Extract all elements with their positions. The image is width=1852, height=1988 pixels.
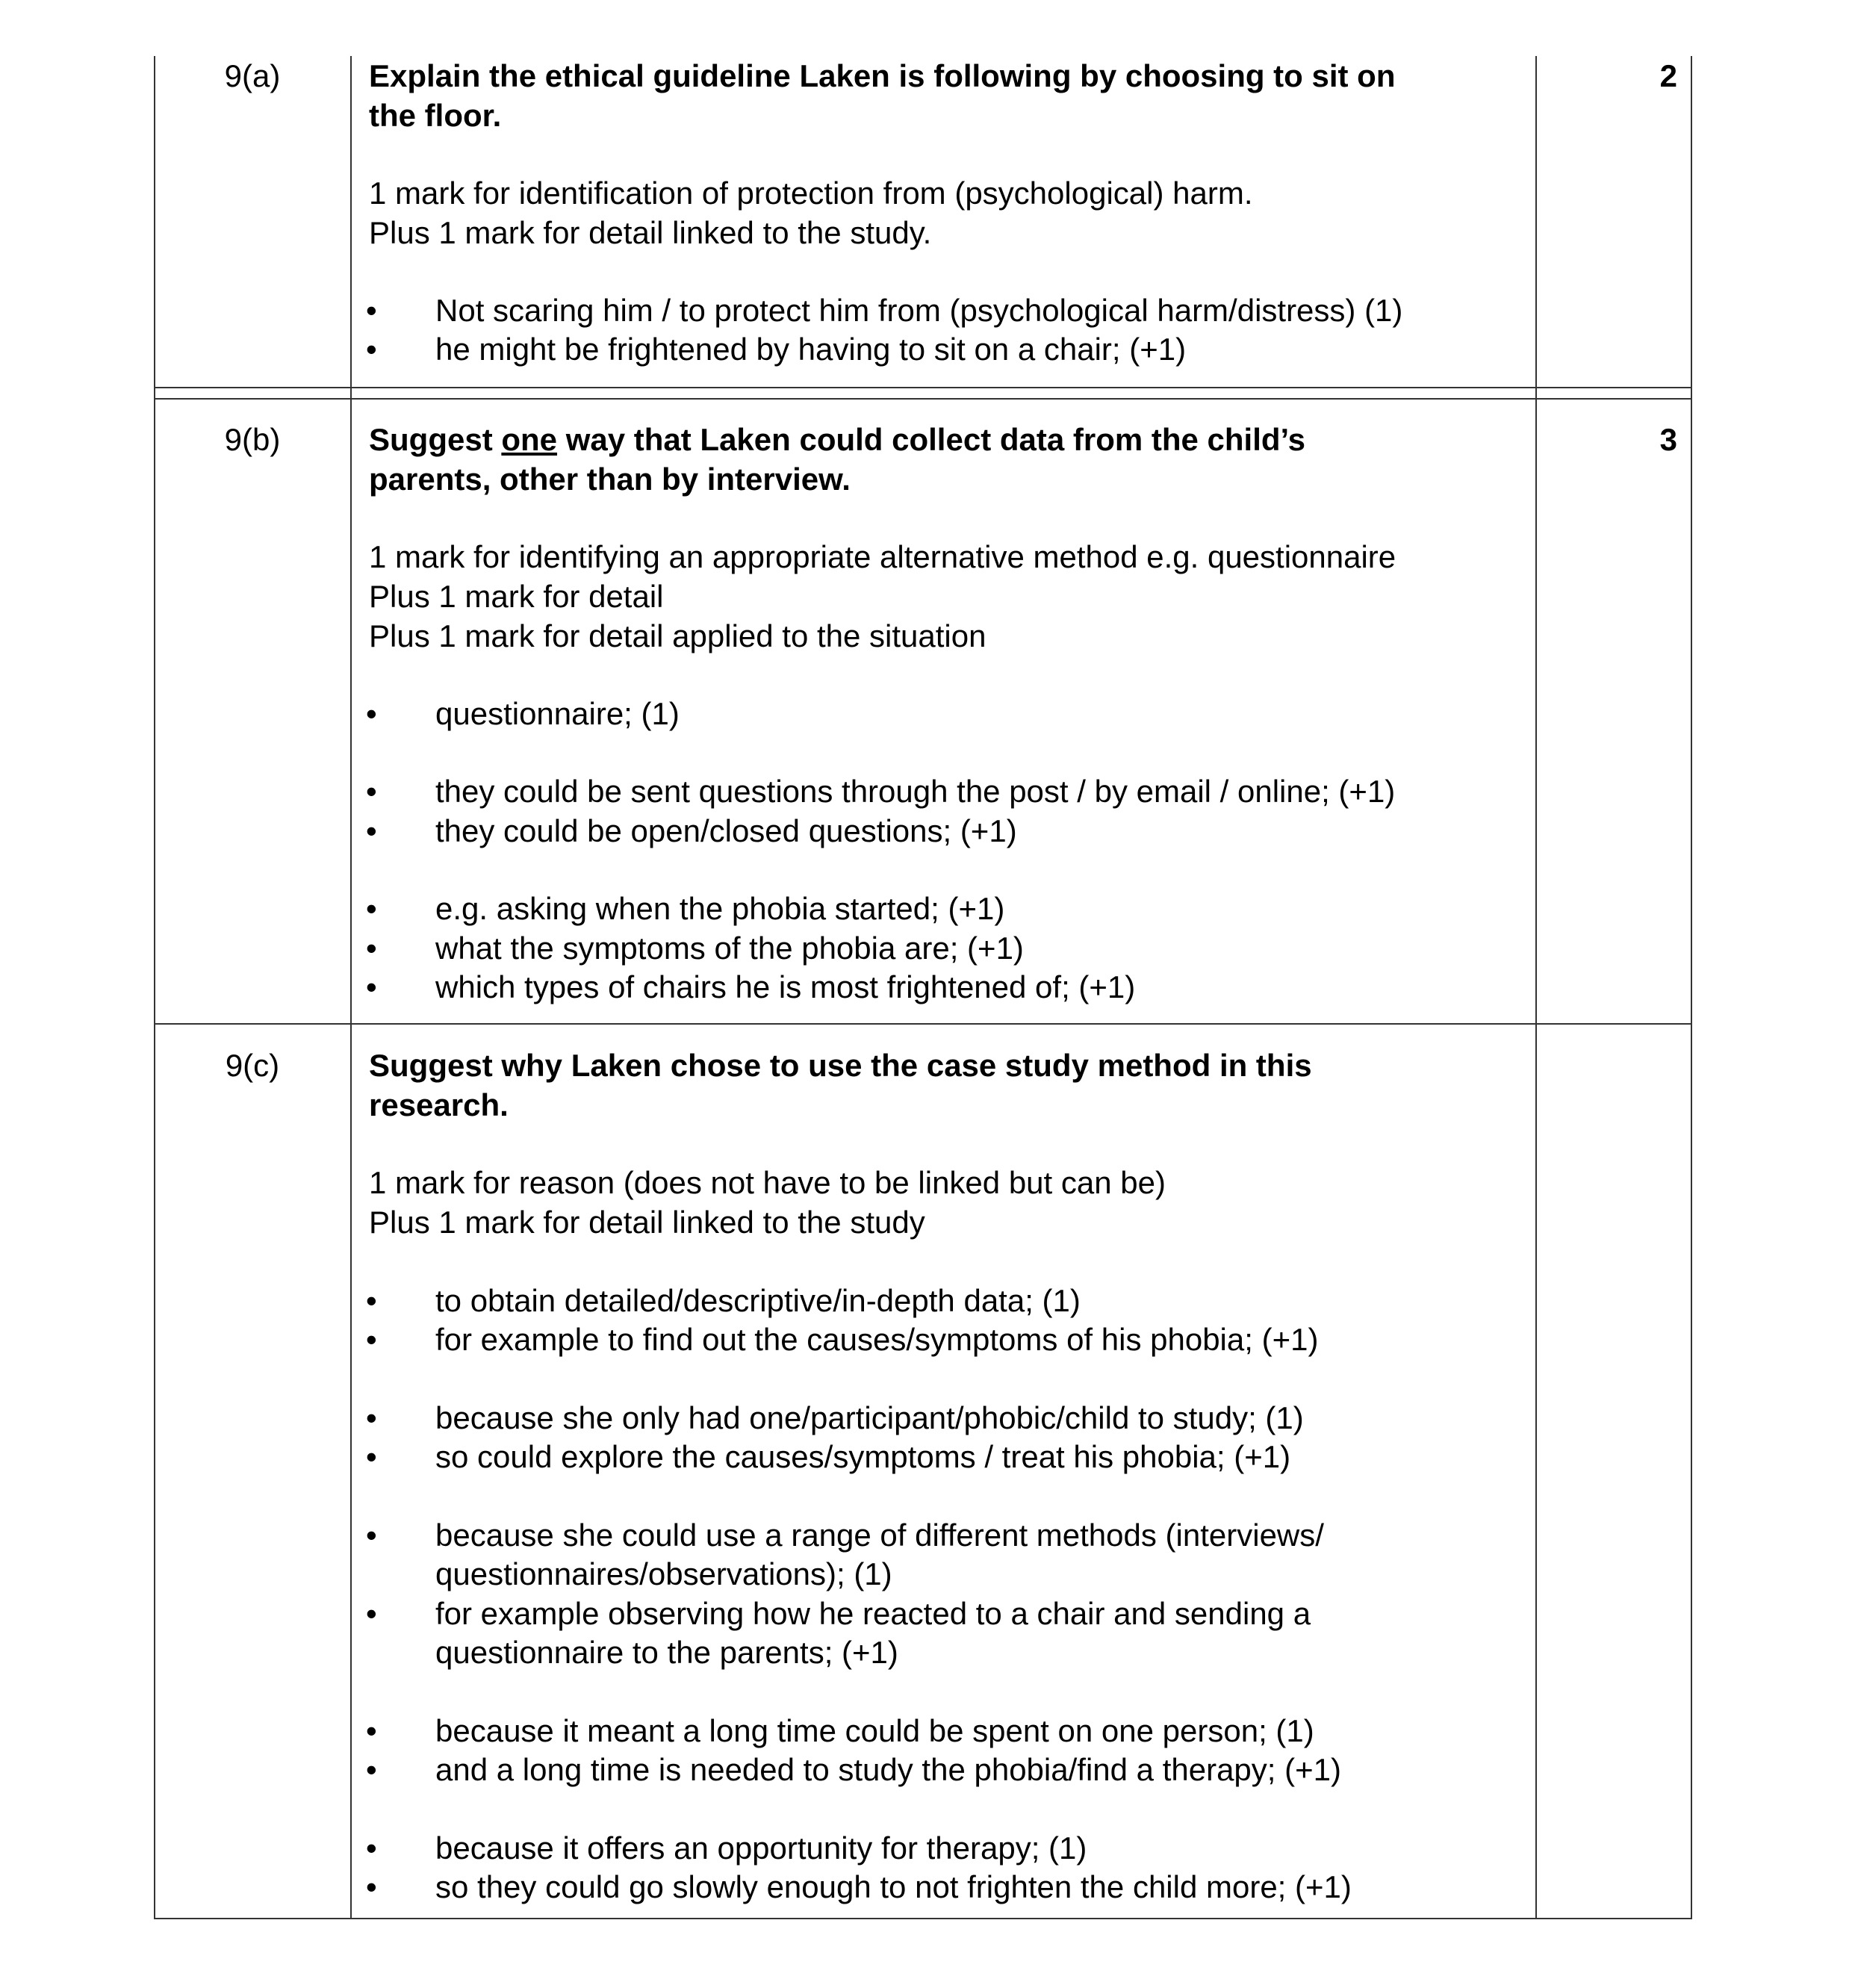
bullet-text: he might be frightened by having to sit on a chair; (+1) [435,332,1187,367]
bullet-text: because it meant a long time could be spent on one person; (1) [435,1713,1314,1748]
bullet-point: • [366,1322,377,1357]
table-border-left [154,56,155,1919]
question-text-part: way that Laken could collect data from the child’s [557,422,1306,457]
column-divider-1 [350,56,352,1919]
bullet-point: • [366,774,377,809]
bullet-text: what the symptoms of the phobia are; (+1) [435,931,1024,966]
table-border-right [1691,56,1692,1919]
scheme-text-line: 1 mark for identification of protection from (psychological) harm. [369,175,1253,211]
bullet-point: • [366,1869,377,1904]
scheme-text-line: Plus 1 mark for detail linked to the study [369,1205,925,1240]
question-text-line: research. [369,1087,509,1122]
bullet-text: because she only had one/participant/phobic/child to study; (1) [435,1400,1304,1435]
bullet-point: • [366,813,377,848]
question-text-line: Suggest why Laken chose to use the case study method in this [369,1048,1312,1083]
marks-value: 2 [1659,58,1677,93]
marks-value: 3 [1659,422,1677,457]
scheme-text-line: 1 mark for reason (does not have to be linked but can be) [369,1165,1166,1200]
row-divider-b [154,1023,1692,1025]
scheme-text-line: Plus 1 mark for detail linked to the study. [369,215,932,250]
question-number: 9(b) [224,422,281,457]
bullet-text: because it offers an opportunity for therapy; (1) [435,1830,1087,1866]
table-border-bottom [154,1918,1692,1919]
bullet-text: they could be open/closed questions; (+1) [435,813,1017,848]
bullet-text: they could be sent questions through the post / by email / online; (+1) [435,774,1396,809]
bullet-point: • [366,1713,377,1748]
scheme-text-line: Plus 1 mark for detail applied to the situation [369,618,986,653]
bullet-point: • [366,931,377,966]
bullet-point: • [366,1830,377,1866]
column-divider-2 [1535,56,1537,1919]
question-text-line [369,420,1305,459]
bullet-text-continuation: questionnaire to the parents; (+1) [435,1635,898,1670]
scheme-text-line: 1 mark for identifying an appropriate alternative method e.g. questionnaire [369,539,1396,574]
bullet-text: e.g. asking when the phobia started; (+1) [435,891,1005,926]
bullet-text: because she could use a range of different methods (interviews/ [435,1518,1324,1553]
bullet-point: • [366,969,377,1004]
bullet-text: questionnaire; (1) [435,696,680,731]
bullet-point: • [366,1400,377,1435]
bullet-point: • [366,293,377,328]
bullet-text: which types of chairs he is most frightened of; (+1) [435,969,1136,1004]
bullet-point: • [366,891,377,926]
bullet-text-continuation: questionnaires/observations); (1) [435,1556,892,1591]
bullet-point: • [366,696,377,731]
row-divider-a-bottom [154,398,1692,400]
question-number: 9(c) [225,1048,280,1083]
bullet-point: • [366,1596,377,1631]
question-text-part: Suggest [369,422,502,457]
bullet-point: • [366,1518,377,1553]
bullet-text: for example to find out the causes/symptoms of his phobia; (+1) [435,1322,1319,1357]
question-text-line: Explain the ethical guideline Laken is following by choosing to sit on [369,58,1396,93]
bullet-text: for example observing how he reacted to a chair and sending a [435,1596,1311,1631]
bullet-text: so they could go slowly enough to not frighten the child more; (+1) [435,1869,1352,1904]
question-text-line: the floor. [369,98,502,133]
question-number: 9(a) [224,58,281,93]
row-divider-a-top [154,387,1692,388]
question-text-line: parents, other than by interview. [369,462,851,497]
scheme-text-line: Plus 1 mark for detail [369,579,664,614]
bullet-point: • [366,1283,377,1318]
underlined-word: one [501,422,558,457]
bullet-point: • [366,332,377,367]
bullet-point: • [366,1439,377,1474]
bullet-text: and a long time is needed to study the phobia/find a therapy; (+1) [435,1752,1341,1787]
bullet-text: so could explore the causes/symptoms / treat his phobia; (+1) [435,1439,1291,1474]
bullet-text: Not scaring him / to protect him from (psychological harm/distress) (1) [435,293,1403,328]
bullet-text: to obtain detailed/descriptive/in-depth data; (1) [435,1283,1081,1318]
bullet-point: • [366,1752,377,1787]
